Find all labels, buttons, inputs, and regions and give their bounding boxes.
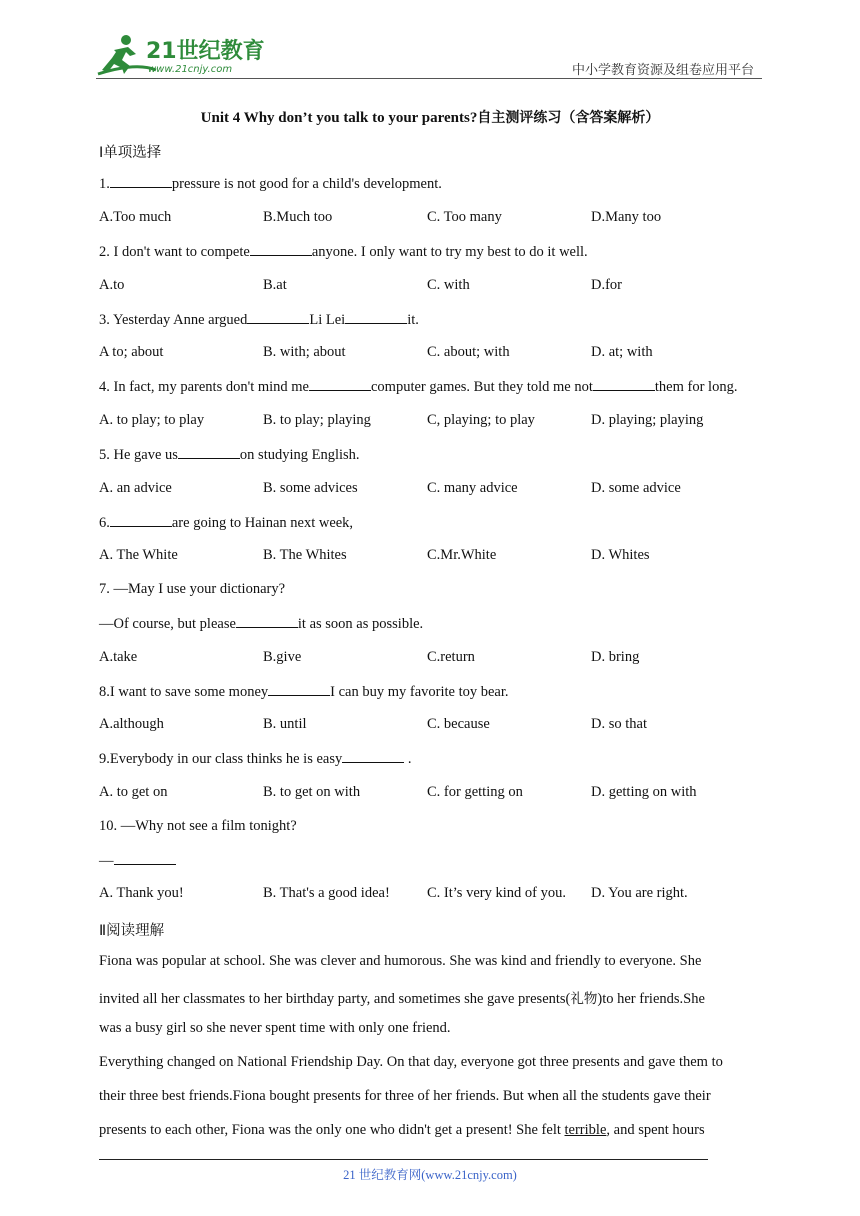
- option-d[interactable]: D. Whites: [591, 547, 650, 563]
- section-heading-reading: Ⅱ阅读理解: [99, 923, 165, 939]
- option-d[interactable]: D. bring: [591, 649, 640, 665]
- title-chinese: 自主测评练习（含答案解析）: [477, 110, 660, 126]
- question-6: 6. are going to Hainan next week,: [99, 515, 354, 531]
- option-b[interactable]: B.at: [263, 277, 287, 293]
- answer-blank[interactable]: [250, 243, 312, 256]
- answer-blank[interactable]: [247, 311, 309, 324]
- option-a[interactable]: A.to: [99, 277, 125, 293]
- question-7: 7. —May I use your dictionary?: [99, 581, 286, 597]
- option-b[interactable]: B. with; about: [263, 344, 346, 360]
- logo: [96, 30, 266, 80]
- question-5: 5. He gave us on studying English.: [99, 447, 360, 463]
- option-c[interactable]: C. Too many: [427, 209, 502, 225]
- option-a[interactable]: A to; about: [99, 344, 164, 360]
- option-a[interactable]: A.although: [99, 716, 164, 732]
- answer-blank[interactable]: [236, 615, 298, 628]
- option-c[interactable]: C. about; with: [427, 344, 510, 360]
- platform-label: 中小学教育资源及组卷应用平台: [571, 63, 754, 78]
- option-d[interactable]: D.for: [591, 277, 623, 293]
- option-d[interactable]: D. You are right.: [591, 885, 688, 901]
- option-a[interactable]: A.take: [99, 649, 138, 665]
- answer-blank[interactable]: [342, 750, 404, 763]
- option-a[interactable]: A. Thank you!: [99, 885, 184, 901]
- option-c[interactable]: C. with: [427, 277, 470, 293]
- option-c[interactable]: C. for getting on: [427, 784, 523, 800]
- question-3: 3. Yesterday Anne argued Li Lei it.: [99, 312, 419, 328]
- header-divider: [96, 78, 762, 79]
- underlined-word: terrible: [564, 1122, 607, 1138]
- passage-line: Everything changed on National Friendship Day. On that day, everyone got three presents and gave them to: [99, 1054, 723, 1070]
- answer-blank[interactable]: [110, 175, 172, 188]
- answer-blank[interactable]: [268, 683, 330, 696]
- answer-blank[interactable]: [110, 514, 172, 527]
- option-b[interactable]: B. That's a good idea!: [263, 885, 390, 901]
- passage-line: Fiona was popular at school. She was clever and humorous. She was kind and friendly to everyone. She: [99, 953, 702, 969]
- option-d[interactable]: D. some advice: [591, 480, 681, 496]
- option-c[interactable]: C. many advice: [427, 480, 518, 496]
- option-c[interactable]: C.return: [427, 649, 475, 665]
- question-2: 2. I don't want to compete anyone. I only want to try my best to do it well.: [99, 244, 588, 260]
- answer-blank[interactable]: [114, 852, 176, 865]
- footer-divider: [99, 1159, 708, 1160]
- passage-line: their three best friends.Fiona bought presents for three of her friends. But when all the students gave their: [99, 1088, 711, 1104]
- option-b[interactable]: B. until: [263, 716, 307, 732]
- option-c[interactable]: C. It’s very kind of you.: [427, 885, 566, 901]
- passage-line: was a busy girl so she never spent time with only one friend.: [99, 1020, 451, 1036]
- answer-blank[interactable]: [178, 446, 240, 459]
- passage-line: invited all her classmates to her birthday party, and sometimes she gave presents(礼物)to her friends.She: [99, 991, 705, 1007]
- option-a[interactable]: A. to play; to play: [99, 412, 205, 428]
- option-d[interactable]: D. getting on with: [591, 784, 697, 800]
- title-english: Unit 4 Why don’t you talk to your parents?: [200, 110, 478, 126]
- option-a[interactable]: A. an advice: [99, 480, 172, 496]
- option-d[interactable]: D. at; with: [591, 344, 653, 360]
- section-heading-choice: Ⅰ单项选择: [99, 145, 162, 161]
- option-b[interactable]: B.Much too: [263, 209, 333, 225]
- option-d[interactable]: D. so that: [591, 716, 647, 732]
- logo-text: 21世纪教育: [146, 39, 265, 64]
- question-8: 8.I want to save some money I can buy my favorite toy bear.: [99, 684, 509, 700]
- option-a[interactable]: A.Too much: [99, 209, 172, 225]
- question-7-reply: —Of course, but please it as soon as possible.: [99, 616, 424, 632]
- passage-line: presents to each other, Fiona was the only one who didn't get a present! She felt terrible, and spent hours: [99, 1122, 705, 1138]
- footer-source: 21 世纪教育网(www.21cnjy.com): [343, 1168, 517, 1182]
- option-a[interactable]: A. The White: [99, 547, 178, 563]
- question-9: 9.Everybody in our class thinks he is easy .: [99, 751, 412, 767]
- question-10-reply: —: [99, 852, 176, 870]
- question-10: 10. —Why not see a film tonight?: [99, 818, 297, 834]
- answer-blank[interactable]: [345, 311, 407, 324]
- option-b[interactable]: B. to get on with: [263, 784, 361, 800]
- page-title: [0, 107, 860, 127]
- option-d[interactable]: D. playing; playing: [591, 412, 704, 428]
- logo-url: www.21cnjy.com: [148, 64, 233, 75]
- page-header: [0, 0, 860, 80]
- option-b[interactable]: B. to play; playing: [263, 412, 371, 428]
- option-a[interactable]: A. to get on: [99, 784, 168, 800]
- option-b[interactable]: B.give: [263, 649, 302, 665]
- answer-blank[interactable]: [309, 378, 371, 391]
- answer-blank[interactable]: [593, 378, 655, 391]
- question-4: 4. In fact, my parents don't mind me computer games. But they told me not them for long.: [99, 379, 738, 395]
- option-c[interactable]: C. because: [427, 716, 490, 732]
- question-1: 1. pressure is not good for a child's development.: [99, 176, 442, 192]
- option-b[interactable]: B. The Whites: [263, 547, 347, 563]
- option-b[interactable]: B. some advices: [263, 480, 358, 496]
- option-d[interactable]: D.Many too: [591, 209, 662, 225]
- option-c[interactable]: C, playing; to play: [427, 412, 535, 428]
- option-c[interactable]: C.Mr.White: [427, 547, 497, 563]
